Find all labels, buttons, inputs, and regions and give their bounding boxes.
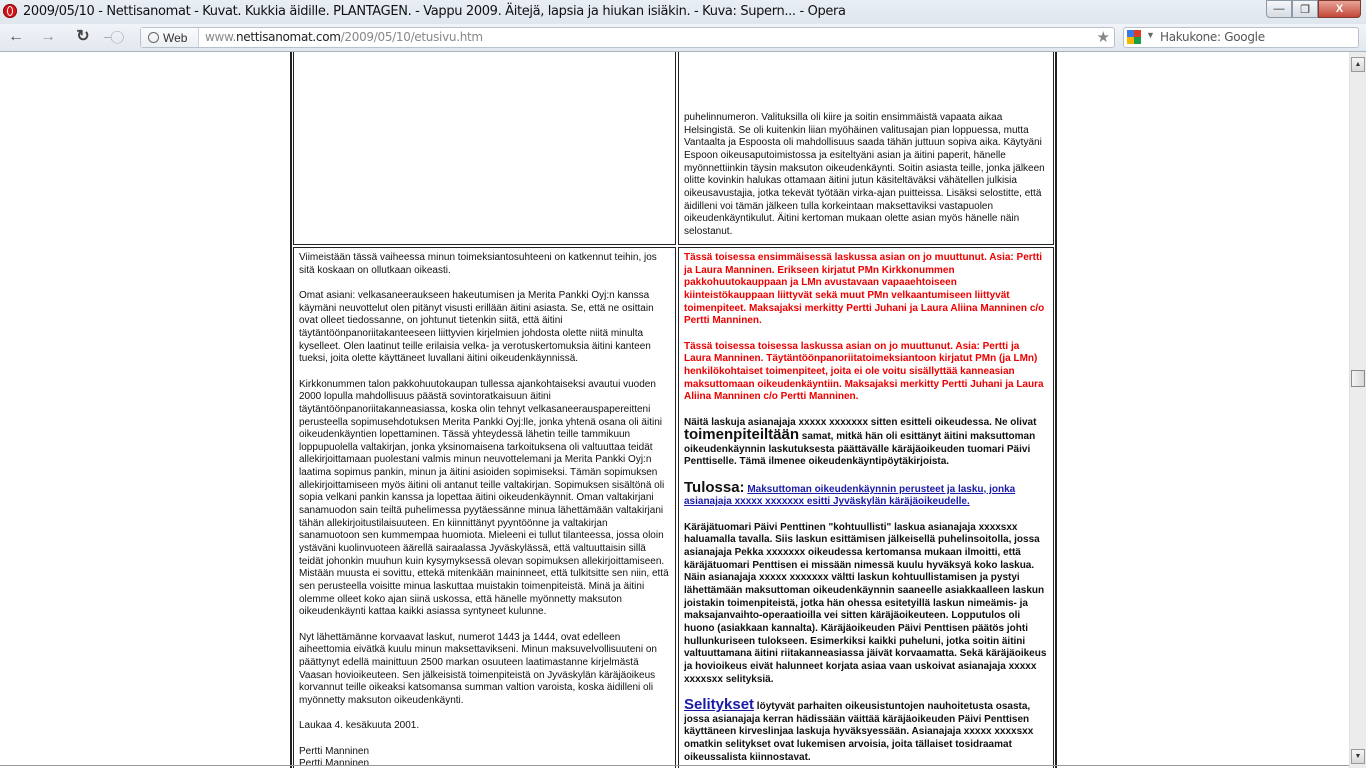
table-row [292, 52, 1055, 246]
address-bar[interactable] [140, 27, 1115, 48]
url-text[interactable] [205, 30, 483, 44]
window-title: 2009/05/10 - Nettisanomat - Kuvat. Kukkia äidille. PLANTAGEN. - Vappu 2009. Äitejä, lapsia ja hiukan isiäkin. - Kuva: Supern... - Opera [23, 4, 846, 19]
tulossa-label: Tulossa: [683, 478, 745, 496]
web-badge-label: Web [163, 30, 188, 45]
red-paragraph: Tässä toisessa ensimmäisessä laskussa asian on jo muuttunut. Asia: Pertti ja Laura Manninen. Erikseen kirjatut PMn Kirkkonummen pakkohuutokauppaan ja LMn avustavaan vapaaehtoiseen kiinteistökauppaan liittyvät sekä muut PMn velkaantumiseen liittyvät toimenpiteet. Maksajaksi merkitty Pertti Juhani ja Laura Aliina Manninen c/o Pertti Manninen. [683, 252, 1045, 327]
scrollbar-thumb[interactable] [1351, 370, 1365, 387]
date-line: Laukaa 4. kesäkuuta 2001. [299, 720, 420, 732]
bookmark-star-icon[interactable]: ★ [1096, 29, 1110, 46]
search-placeholder: Hakukone: Google [1160, 30, 1265, 44]
window-titlebar [0, 0, 1366, 24]
web-badge[interactable] [141, 28, 199, 47]
google-logo-icon [1127, 30, 1141, 44]
paragraph [683, 478, 1048, 509]
red-paragraph: Tässä toisessa toisessa laskussa asian on jo muuttunut. Asia: Pertti ja Laura Manninen. Täytäntöönpanoriitatoimeksiantoon kirjatut PMn (ja LMn) henkilökohtaiset toimenpiteet, joita ei ole voitu sisällyttää kanneasian maksuttomaan oikeudenkäyntiin. Maksajaksi merkitty Pertti Juhani ja Laura Aliina Manninen c/o Pertti Manninen. [683, 340, 1044, 403]
paragraph: Viimeistään tässä vaiheessa minun toimeksiantosuhteeni on katkennut teihin, jos sitä koskaan on ollutkaan oikeasti. [299, 252, 657, 276]
restore-button[interactable]: ❐ [1292, 0, 1318, 18]
selitykset-link[interactable]: Selitykset [683, 695, 755, 713]
window-controls [1266, 0, 1361, 19]
emphasis: toimenpiteiltään [683, 426, 799, 444]
scroll-down-icon[interactable]: ▼ [1351, 749, 1365, 764]
page-viewport [0, 52, 1349, 768]
text: Näitä laskuja asianajaja xxxxx xxxxxxx sitten esitteli oikeudessa. Ne olivat [683, 416, 1037, 428]
text: löytyvät parhaiten oikeusistuntojen nauhoitetusta osasta, jossa asianajaja kerran hädissään väittää käräjäoikeuden Päivi Penttisen käyttäneen kirveslinjaa laskuja hyväksyessään. Asianajaja xxxxx xxxxsxx omatkin selitykset ovat lukemisen arvoisia, joita tällaiset tosidraamat oikeussalista kiinnostavat. [683, 700, 1034, 763]
document-table [290, 52, 1057, 768]
arrow-right-icon[interactable]: → [40, 28, 56, 45]
close-button[interactable]: X [1318, 0, 1361, 18]
paragraph: Käräjätuomari Päivi Penttinen "kohtuullisti" laskua asianajaja xxxxsxx haluamalla tavalla. Siis laskun esittämisen jälkeisellä puhelinsoitolla, jossa asianajaja Pekka xxxxxxx oikeudessa kertomansa mukaan ilmoitti, että käräjätuomari Penttisen ei missään nimessä kuulu hyväksyä koko laskua. Näin asianajaja xxxxx xxxxxxx vältti laskun kohtuullistamisen ja pystyi lähettämään maksuttoman oikeudenkäynnin saaneelle asiakkaalleen laskun joistakin toimenpiteistä, jotka hän ohessa esitetyillä laskun nimeämis- ja maksajanvaihto-operaatioilla vei sitten käräjäoikeuteen. Lopputulos oli huono (asiakkaan kannalta). Käräjäoikeuden Päivi Penttisen päätös johti hullunkuriseen tulokseen. Esimerkiksi kaikki puheluni, jotka soitin äitini valtuuttamana äitini riitakanneasiassa jäivät korvaamatta. Sekä käräjäoikeus ja hovioikeus eivät halunneet korjata asiaa vaan uskoivat asianajaja xxxxx xxxxsxx selityksiä. [683, 521, 1047, 685]
minimize-button[interactable]: — [1266, 0, 1292, 18]
vertical-scrollbar[interactable] [1349, 52, 1366, 768]
globe-icon [148, 32, 159, 43]
signature: Pertti Manninen [299, 758, 370, 768]
search-field[interactable] [1123, 27, 1359, 48]
table-cell-right [678, 247, 1054, 768]
opera-logo-icon [3, 4, 17, 18]
arrow-left-icon[interactable]: ← [8, 28, 24, 45]
paragraph [684, 417, 1048, 470]
url-prefix: www. [205, 30, 236, 44]
browser-toolbar [0, 24, 1366, 52]
key-icon[interactable]: ⎯◯ [104, 29, 124, 44]
paragraph: Nyt lähettämänne korvaavat laskut, numerot 1443 ja 1444, ovat edelleen aiheettomia eivätkä kuulu minun maksettavikseni. Minun maksuvelvollisuuteni on päättynyt edellä mainittuun 2500 markan osuuteen laatimastanne kirjelmästä Vaasan hovioikeuteen. Sen jälkeisistä toimenpiteistä on Jyväskylän käräjäoikeus korvannut teille oikeaksi katsomansa summan valtion varoista, koska äidilleni oli myönnetty maksuton oikeudenkäynti. [299, 631, 657, 706]
url-domain: nettisanomat.com [235, 30, 341, 44]
text: samat, mitkä hän oli esittänyt äitini maksuttoman oikeudenkäynnin laskutuksesta päättävälle käräjäoikeuden tuomari Päivi Penttiselle. Tämä ilmenee oikeudenkäyntipöytäkirjoista. [683, 431, 1036, 468]
paragraph: Kirkkonummen talon pakkohuutokaupan tullessa ajankohtaiseksi avautui vuoden 2000 lopulla mahdollisuus päästä sovintoratkaisuun äitini täytäntöönpanoriitakanneasiassa, koska olin tehnyt velkasaneerauspapereitteni perusteella sopimusehdotuksen Merita Pankki Oyj:lle, jonka yhtenä osana oli äitini oikeudenkäyntien lopettaminen. Tässä yhteydessä lähetin teille tammikuun loppupuolella valtakirjan, jonka yksinomaisena tarkoituksena oli valtuuttaa teidät allekirjoittamaan puolestani valmis minun neuvottelemani ja Merita Pankki Oyj:n laatima sopimus pankin, minun ja äitini asioiden sopimiseksi. Tämän sopimuksen allekirjoittamiseen myös äitini oli antanut teille valtakirjan. Sopimuksen sisältönä oli sopia velkani pankin kanssa ja lopettaa äitini oikeudenkäynnit. Oman valtakirjani sanamuodon sain teiltä puhelimessa pyytäessänne minua lähettämään valtakirjani tähän allekirjoitustilaisuuteen. En kiinnittänyt pyyntöönne ja valtakirjan sanamuotoon sen kummempaa huomiota. Mieleeni ei tullut tilanteessa, jossa oloin ystäväni kuolinvuoteen äärellä sairaalassa Jyväskylässä, että valtuuttaisin sillä teidät johonkin muuhun kuin kysymyksessä olevan sopimuksen allekirjoittamiseen. Mistään muusta ei sovittu, ettekä mitenkään maininneet, että tulkitsitte sen niin, että sen perusteella voisitte minua laskuttaa muistakin toimenpiteistä. Minä ja äitini olemme olleet koko ajan siinä uskossa, että hänelle myönnetty maksuton oikeudenkäynti kattaa kaikki asiassa syntyneet kulunne. [299, 378, 669, 618]
paragraph: puhelinnumeron. Valituksilla oli kiire ja soitin ensimmäistä vapaata aikaa Helsingistä. Se oli kuitenkin liian myöhäinen valitusajan pian loppuessa, mutta Vantaalta ja Espoosta oli mahdollisuus saada tähän juttuun sopiva aika. Käytyäni Espoon oikeusaputoimistossa ja esiteltyäni asian ja äitini paperit, hänelle myönnettiinkin täysin maksuton oikeudenkäynti. Soitin asiasta teille, jonka jälkeen olitte kovinkin halukas ottamaan äitini jutun käsiteltäväksi vähätellen julkisia oikeusavustajia, jotka tekevät työtään virka-ajan puitteissa. Lisäksi selostitte, että äidilleni voi tämän jälkeen tulla korkeintaan maksettaviksi vastapuolen oikeudenkäyntikulut. Äitini kertoman mukaan olette asian myös hänelle näin selostanut. [683, 112, 1045, 237]
paragraph [683, 695, 1048, 764]
table-cell [678, 52, 1054, 245]
reload-icon[interactable]: ↻ [76, 28, 90, 45]
table-cell-left [293, 247, 676, 768]
table-row [292, 246, 1055, 768]
url-path: /2009/05/10/etusivu.htm [340, 30, 483, 44]
signature: Pertti Manninen [299, 745, 370, 757]
paragraph: Omat asiani: velkasaneeraukseen hakeutumisen ja Merita Pankki Oyj:n kanssa käymäni neuvottelut olen pitänyt visusti erillään äitini asiasta. Se, että ne osittain ovat olleet tiedossanne, on johtunut tietenkin siitä, että äitini täytäntöönpanoriitakanteeseen liittyvien kirjelmien johdosta olette niitä minulta kyselleet. Olen laatinut teille erilaisia velka- ja verotuskertomuksia äitini kanteen tueksi, joita olette käyttäneet luvallani äitini oikeudenkäynnissä. [299, 289, 654, 365]
table-cell-empty [293, 52, 676, 245]
scroll-up-icon[interactable]: ▲ [1351, 57, 1365, 72]
tulossa-link[interactable]: Maksuttoman oikeudenkäynnin perusteet ja lasku, jonka asianajaja xxxxx xxxxxxx esitti Jyväskylän käräjäoikeudelle. [683, 483, 1016, 508]
chevron-down-icon[interactable]: ▼ [1146, 30, 1155, 40]
